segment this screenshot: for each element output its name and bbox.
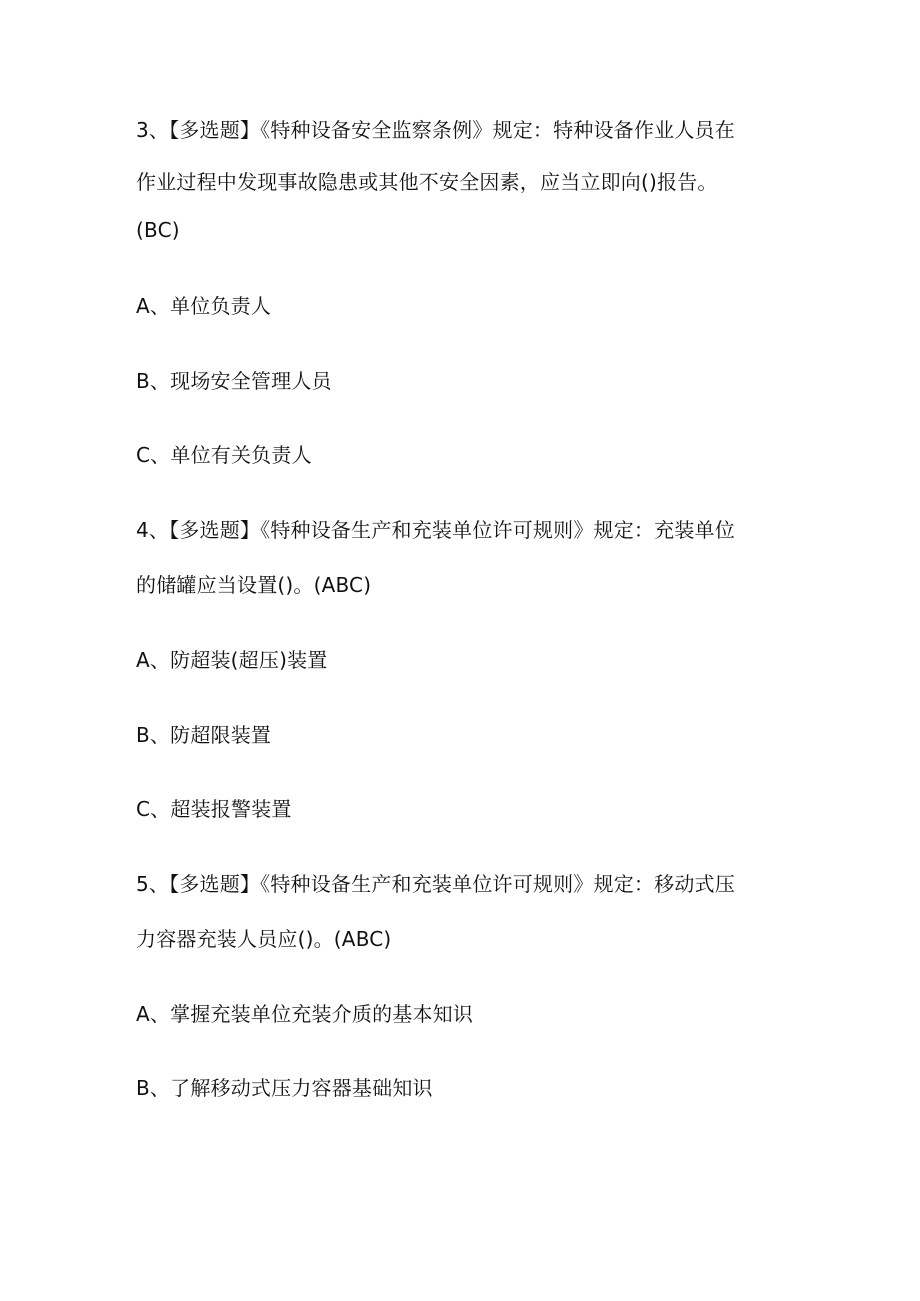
question-4-stem-line-2: 的储罐应当设置()。(ABC)	[136, 573, 372, 597]
question-4-stem-line-1: 4、【多选题】《特种设备生产和充装单位许可规则》规定：充装单位	[136, 518, 735, 542]
question-4-option-c: C、超装报警装置	[136, 797, 292, 821]
question-3-option-c: C、单位有关负责人	[136, 443, 312, 467]
question-3-option-b: B、现场安全管理人员	[136, 369, 332, 393]
question-3-stem-line-2: 作业过程中发现事故隐患或其他不安全因素，应当立即向()报告。	[136, 170, 718, 194]
question-3-option-a: A、单位负责人	[136, 294, 272, 318]
question-4-option-b: B、防超限装置	[136, 723, 272, 747]
question-3-stem-line-1: 3、【多选题】《特种设备安全监察条例》规定：特种设备作业人员在	[136, 118, 735, 142]
question-5-option-b: B、了解移动式压力容器基础知识	[136, 1076, 433, 1100]
question-5-stem-line-1: 5、【多选题】《特种设备生产和充装单位许可规则》规定：移动式压	[136, 872, 735, 896]
question-3-answer: (BC)	[136, 218, 180, 242]
question-5-stem-line-2: 力容器充装人员应()。(ABC)	[136, 927, 392, 951]
question-5-option-a: A、掌握充装单位充装介质的基本知识	[136, 1002, 474, 1026]
question-4-option-a: A、防超装(超压)装置	[136, 648, 328, 672]
